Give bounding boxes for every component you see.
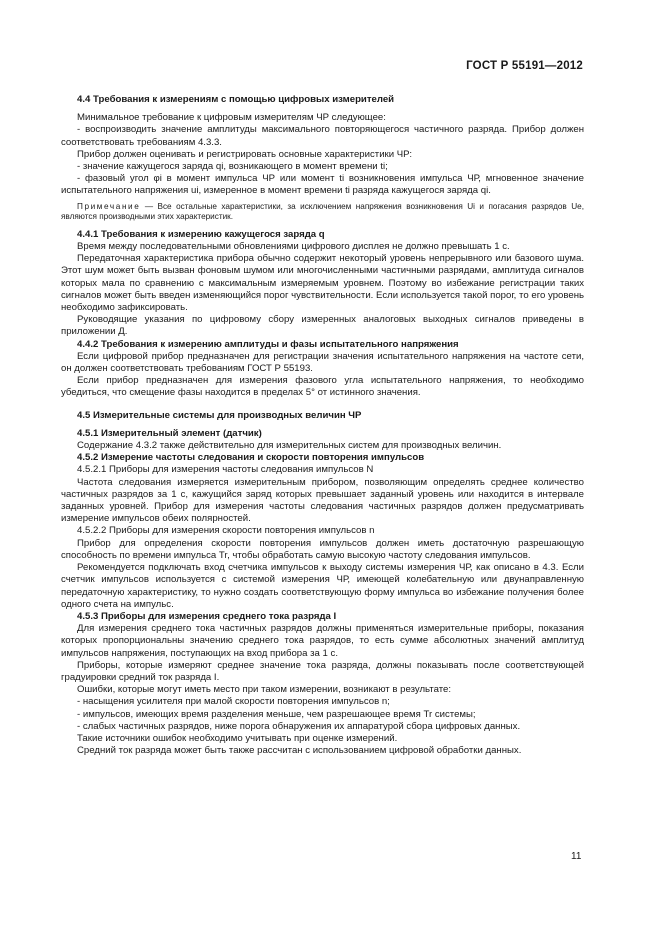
- list-item: - слабых частичных разрядов, ниже порога обнаружения их аппаратурой сбора цифровых данных.: [77, 720, 521, 732]
- section-4-5-2-2-heading: 4.5.2.2 Приборы для измерения скорости повторения импульсов n: [77, 525, 375, 537]
- paragraph: Средний ток разряда может быть также рассчитан с использованием цифровой обработки данных.: [77, 745, 522, 757]
- document-body: [61, 94, 584, 757]
- paragraph: Содержание 4.3.2 также действительно для измерительных систем для производных величин.: [77, 440, 502, 452]
- list-item: - воспроизводить значение амплитуды максимального повторяющегося частичного разряда. Прибор должен соответствовать требованиям 4.3.3.: [61, 124, 584, 148]
- paragraph: Если цифровой прибор предназначен для регистрации значения испытательного напряжения на частоте сети, он должен соответствовать требованиям ГОСТ Р 55193.: [61, 350, 584, 375]
- standard-header: ГОСТ Р 55191—2012: [466, 60, 583, 72]
- section-4-4-1-heading: 4.4.1 Требования к измерению кажущегося заряда q: [77, 228, 325, 240]
- paragraph: Время между последовательными обновлениями цифрового дисплея не должно превышать 1 с.: [77, 241, 510, 253]
- paragraph: Прибор для определения скорости повторения импульсов должен иметь достаточную разрешающую способность по времени импульса Tr, чтобы обработать самую высокую частоту следования импульсов.: [61, 537, 584, 561]
- paragraph: Прибор должен оценивать и регистрировать основные характеристики ЧР:: [77, 148, 413, 160]
- section-4-5-1-heading: 4.5.1 Измерительный элемент (датчик): [77, 427, 262, 439]
- page-number: 11: [571, 851, 582, 862]
- note: [61, 202, 584, 223]
- paragraph: Такие источники ошибок необходимо учитывать при оценке измерений.: [77, 732, 398, 744]
- section-4-5-2-heading: 4.5.2 Измерение частоты следования и скорости повторения импульсов: [77, 452, 425, 464]
- list-item: - насыщения усилителя при малой скорости повторения импульсов n;: [77, 696, 390, 708]
- list-item: - значение кажущегося заряда qi, возникающего в момент времени ti;: [77, 161, 388, 173]
- list-item: - фазовый угол φi в момент импульса ЧР или момент ti возникновения импульса ЧР, мгновенное значение испытательного напряжения ui, измеренное в момент времени ti разряда кажущегося заряда qi.: [61, 173, 584, 197]
- paragraph: Приборы, которые измеряют среднее значение тока разряда, должны показывать после соответствующей градуировки средний ток разряда I.: [61, 659, 584, 683]
- paragraph: Минимальное требование к цифровым измерителям ЧР следующее:: [77, 112, 386, 124]
- paragraph: Рекомендуется подключать вход счетчика импульсов к выходу системы измерения ЧР, как описано в 4.3. Если счетчик импульсов используется с системой измерения ЧР, имеющей колебательную или двунаправленную передаточную характеристику, то нужно создать соответствующую форму импульса во избежание получения более одного счета на импульс.: [61, 562, 584, 610]
- section-4-4-heading: 4.4 Требования к измерениям с помощью цифровых измерителей: [77, 94, 395, 105]
- paragraph: Передаточная характеристика прибора обычно содержит некоторый уровень непрерывного или базового шума. Этот шум может быть вызван фоновым шумом или многочисленными частичными разрядами, амплитуда сигналов которых мала по сравнению с максимальным измеряемым уровнем. Поэтому во избежание регистрации таких сигналов может быть введен изменяющийся порог чувствительности. Если используется такой порог, то его уровень необходимо зафиксировать.: [61, 253, 584, 314]
- paragraph: Для измерения среднего тока частичных разрядов должны применяться измерительные приборы, показания которых пропорциональны значению среднего тока разрядов, то есть сумме абсолютных значений амплитуд импульсов напряжения, поступающих на вход прибора за 1 с.: [61, 623, 584, 659]
- section-4-5-3-heading: 4.5.3 Приборы для измерения среднего тока разряда I: [77, 610, 337, 622]
- note-label: Примечание: [77, 201, 141, 211]
- paragraph: Частота следования измеряется измерительным прибором, позволяющим определять среднее количество частичных разрядов за 1 с, кажущийся заряд которых превышает заданный уровень или находится в интервале заданных уровней. Прибор для измерения частоты следования частичных разрядов должен предусматривать измерение импульсов обеих полярностей.: [61, 476, 584, 525]
- section-4-5-2-1-heading: 4.5.2.1 Приборы для измерения частоты следования импульсов N: [77, 464, 374, 476]
- section-4-4-2-heading: 4.4.2 Требования к измерению амплитуды и фазы испытательного напряжения: [77, 338, 459, 350]
- paragraph: Если прибор предназначен для измерения фазового угла испытательного напряжения, то необходимо убедиться, что смещение фазы находится в пределах 5° от истинного значения.: [61, 375, 584, 399]
- paragraph: Руководящие указания по цифровому сбору измеренных аналоговых выходных сигналов приведены в приложении Д.: [61, 314, 584, 338]
- note-text: — Все остальные характеристики, за исключением напряжения возникновения Ui и погасания разрядов Ue, являются производными этих характеристик.: [61, 201, 584, 222]
- paragraph: Ошибки, которые могут иметь место при таком измерении, возникают в результате:: [77, 684, 452, 696]
- list-item: - импульсов, имеющих время разделения меньше, чем разрешающее время Tr системы;: [77, 708, 476, 720]
- section-4-5-heading: 4.5 Измерительные системы для производных величин ЧР: [77, 409, 362, 421]
